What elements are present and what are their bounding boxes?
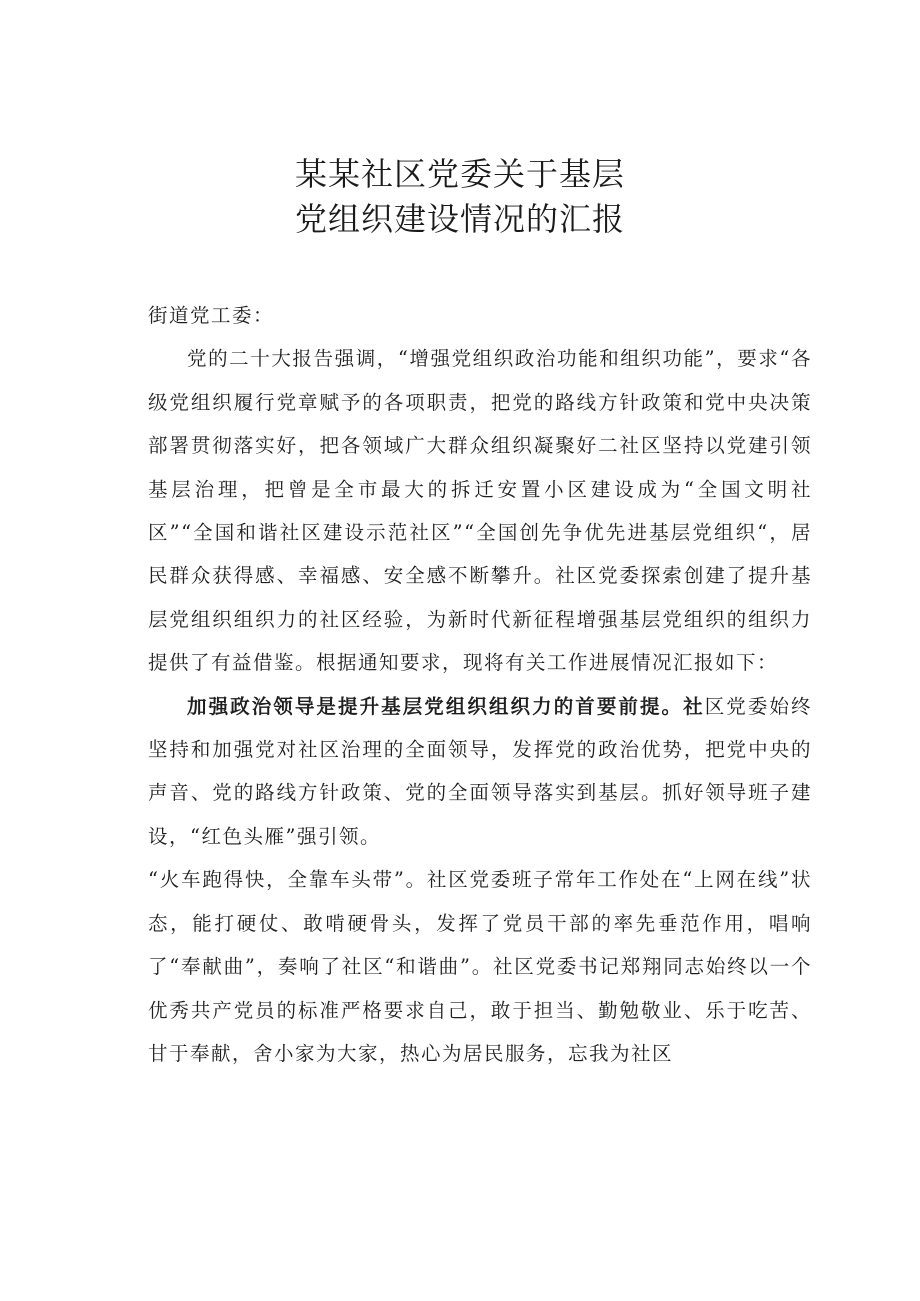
paragraph-political-leadership bbox=[148, 685, 812, 859]
document-title bbox=[0, 152, 920, 242]
paragraph-train-metaphor: “火车跑得快，全靠车头带”。社区党委班子常年工作处在“上网在线”状态，能打硬仗、敢啃硬骨头，发挥了党员干部的率先垂范作用，唱响了“奉献曲”，奏响了社区“和谐曲”。社区党委书记郑翔同志始终以一个优秀共产党员的标准严格要求自己，敢于担当、勤勉敬业、乐于吃苦、甘于奉献，舍小家为大家，热心为居民服务，忘我为社区 bbox=[148, 868, 812, 1065]
paragraph-heading: 加强政治领导是提升基层党组织组织力的首要前提。社 bbox=[187, 694, 705, 718]
salutation: 街道党工委： bbox=[148, 304, 275, 327]
paragraph-intro: 党的二十大报告强调，“增强党组织政治功能和组织功能”，要求“各级党组织履行党章赋予的各项职责，把党的路线方针政策和党中央决策部署贯彻落实好，把各领域广大群众组织凝聚好二社区坚持以党建引领基层治理，把曾是全市最大的拆迁安置小区建设成为“全国文明社区”“全国和谐社区建设示范社区”“全国创先争优先进基层党组织“，居民群众获得感、幸福感、安全感不断攀升。社区党委探索创建了提升基层党组织组织力的社区经验，为新时代新征程增强基层党组织的组织力提供了有益借鉴。根据通知要求，现将有关工作进展情况汇报如下： bbox=[148, 347, 812, 675]
document-body bbox=[148, 294, 812, 1075]
title-line-1: 某某社区党委关于基层 bbox=[294, 155, 625, 193]
title-line-2: 党组织建设情况的汇报 bbox=[294, 200, 625, 238]
paragraph-content: 区党委始终坚持和加强党对社区治理的全面领导，发挥党的政治优势，把党中央的声音、党的路线方针政策、党的全面领导落实到基层。抓好领导班子建设，“红色头雁”强引领。 bbox=[148, 694, 812, 848]
